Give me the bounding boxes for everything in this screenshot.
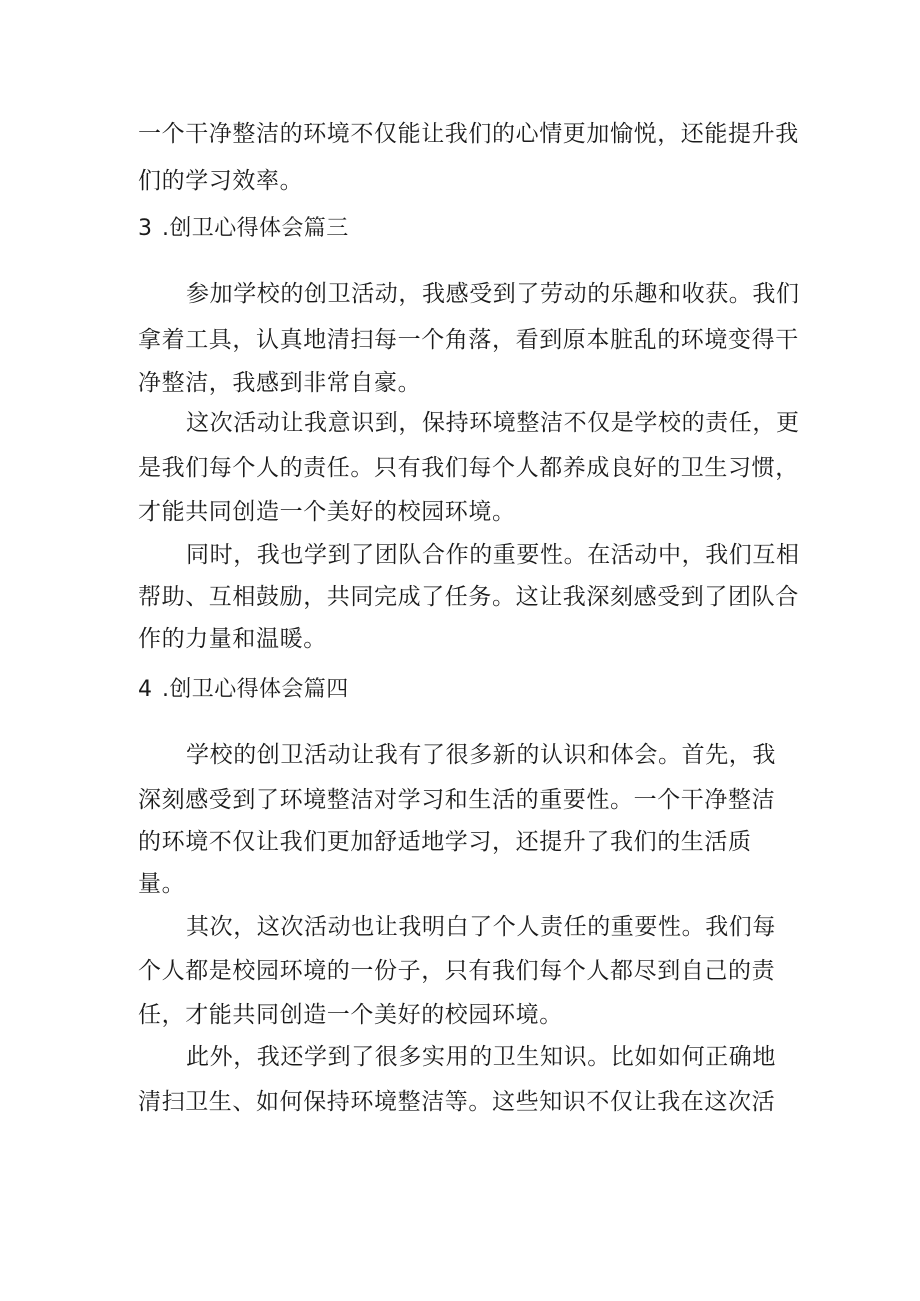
section-heading-3 xyxy=(138,214,349,244)
text-line: 量。 xyxy=(138,871,186,897)
section-number: 3 xyxy=(138,216,153,241)
text-line: 同时，我也学到了团队合作的重要性。在活动中，我们互相 xyxy=(186,542,800,568)
text-line: 深刻感受到了环境整洁对学习和生活的重要性。一个干净整洁 xyxy=(138,787,776,813)
text-line: 拿着工具，认真地清扫每一个角落，看到原本脏乱的环境变得干 xyxy=(138,327,799,353)
text-line: 此外，我还学到了很多实用的卫生知识。比如如何正确地 xyxy=(186,1044,776,1070)
section-title: .创卫心得体会篇三 xyxy=(162,216,349,241)
text-line: 的环境不仅让我们更加舒适地学习，还提升了我们的生活质 xyxy=(138,829,752,855)
text-line: 清扫卫生、如何保持环境整洁等。这些知识不仅让我在这次活 xyxy=(138,1089,776,1115)
text-line: 净整洁，我感到非常自豪。 xyxy=(138,370,422,396)
text-line: 是我们每个人的责任。只有我们每个人都养成良好的卫生习惯， xyxy=(138,455,799,481)
text-line: 其次，这次活动也让我明白了个人责任的重要性。我们每 xyxy=(186,914,776,940)
text-line: 任，才能共同创造一个美好的校园环境。 xyxy=(138,1002,563,1028)
section-number: 4 xyxy=(138,677,153,702)
text-line: 个人都是校园环境的一份子，只有我们每个人都尽到自己的责 xyxy=(138,958,776,984)
section-heading-4 xyxy=(138,675,349,705)
text-line: 一个干净整洁的环境不仅能让我们的心情更加愉悦，还能提升我 xyxy=(138,121,799,147)
text-line: 这次活动让我意识到，保持环境整洁不仅是学校的责任，更 xyxy=(186,410,800,436)
text-line: 们的学习效率。 xyxy=(138,168,304,194)
text-line: 作的力量和温暖。 xyxy=(138,626,327,652)
text-line: 学校的创卫活动让我有了很多新的认识和体会。首先，我 xyxy=(186,742,776,768)
section-title: .创卫心得体会篇四 xyxy=(162,677,349,702)
text-line: 参加学校的创卫活动，我感受到了劳动的乐趣和收获。我们 xyxy=(186,281,800,307)
text-line: 才能共同创造一个美好的校园环境。 xyxy=(138,499,516,525)
text-line: 帮助、互相鼓励，共同完成了任务。这让我深刻感受到了团队合 xyxy=(138,584,799,610)
